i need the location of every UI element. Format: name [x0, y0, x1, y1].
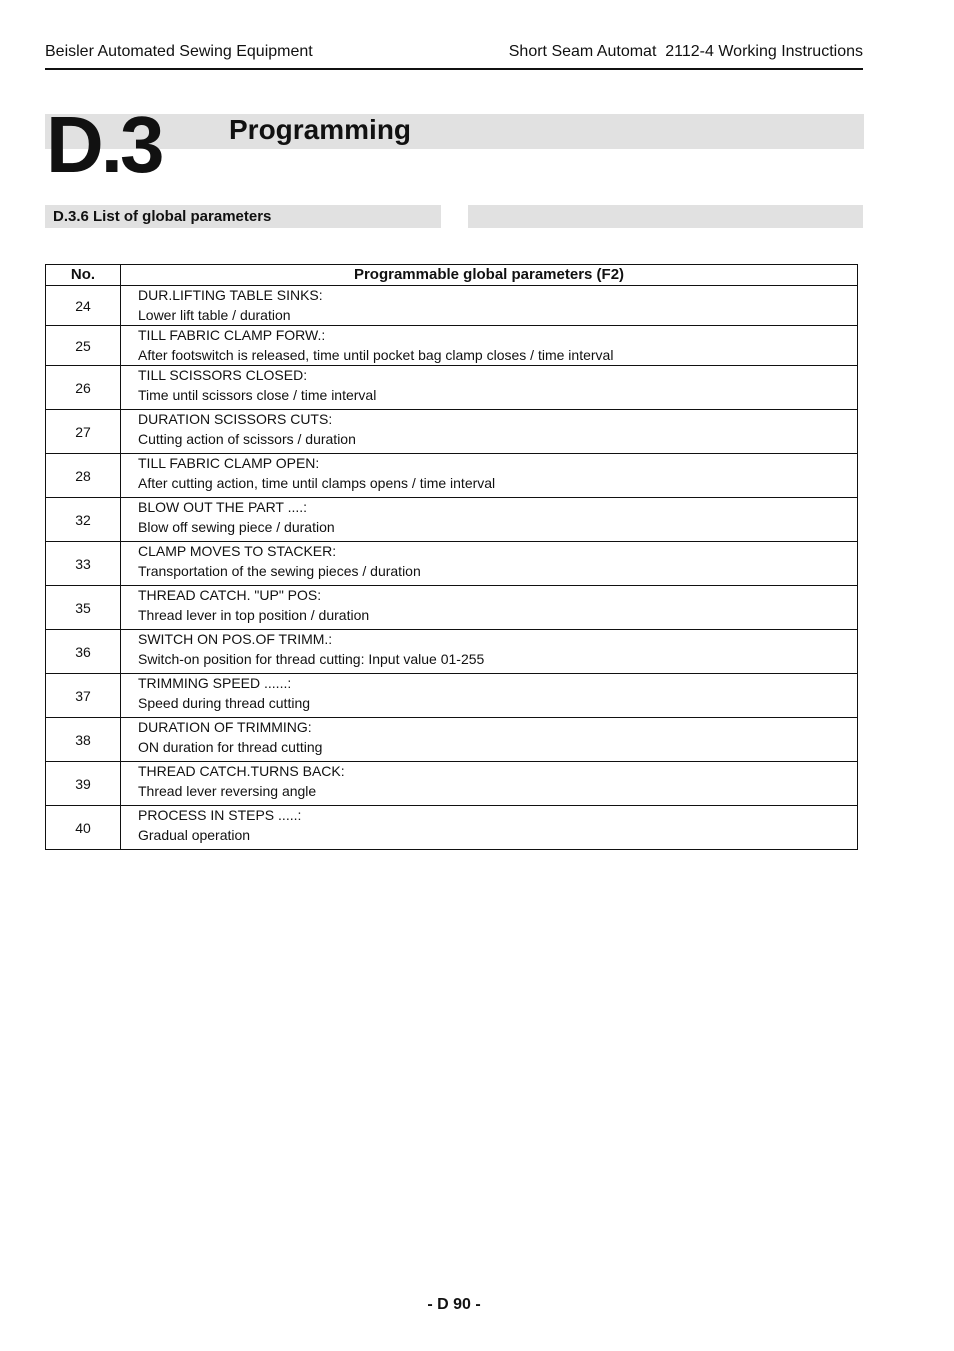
param-number: 25 — [46, 326, 121, 366]
param-number: 27 — [46, 410, 121, 454]
param-number: 28 — [46, 454, 121, 498]
param-description: Gradual operation — [138, 826, 251, 843]
param-number: 33 — [46, 542, 121, 586]
param-cell — [121, 498, 858, 542]
param-name: CLAMP MOVES TO STACKER: — [138, 543, 337, 559]
section-title: D.3.6 List of global parameters — [53, 208, 272, 225]
param-number: 40 — [46, 806, 121, 850]
param-name: TILL FABRIC CLAMP FORW.: — [138, 327, 326, 343]
param-name: TILL FABRIC CLAMP OPEN: — [138, 455, 320, 471]
param-cell — [121, 806, 858, 850]
param-cell — [121, 630, 858, 674]
param-number: 35 — [46, 586, 121, 630]
param-cell — [121, 586, 858, 630]
param-number: 36 — [46, 630, 121, 674]
param-cell — [121, 326, 858, 366]
param-description: Thread lever in top position / duration — [138, 606, 370, 623]
param-name: BLOW OUT THE PART ....: — [138, 499, 308, 515]
header-right-text: Short Seam Automat 2112-4 Working Instructions — [508, 43, 863, 60]
param-name: DURATION SCISSORS CUTS: — [138, 411, 333, 427]
table-row — [46, 630, 858, 674]
chapter-title-band — [45, 114, 864, 149]
param-name: THREAD CATCH. "UP" POS: — [138, 587, 322, 603]
table-row — [46, 762, 858, 806]
param-description: Switch-on position for thread cutting: Input value 01-255 — [138, 650, 485, 667]
header-left-text: Beisler Automated Sewing Equipment — [45, 43, 313, 60]
table-row — [46, 542, 858, 586]
param-cell — [121, 718, 858, 762]
param-name: TILL SCISSORS CLOSED: — [138, 367, 308, 383]
param-name: THREAD CATCH.TURNS BACK: — [138, 763, 345, 779]
param-description: After cutting action, time until clamps opens / time interval — [138, 474, 496, 491]
param-cell — [121, 762, 858, 806]
param-description: ON duration for thread cutting — [138, 738, 323, 755]
table-header-row — [46, 265, 858, 286]
table-row — [46, 366, 858, 410]
param-name: DUR.LIFTING TABLE SINKS: — [138, 287, 323, 303]
global-parameters-table — [45, 264, 858, 850]
table-row — [46, 498, 858, 542]
param-name: DURATION OF TRIMMING: — [138, 719, 312, 735]
param-description: Time until scissors close / time interval — [138, 386, 377, 403]
table-row — [46, 586, 858, 630]
param-cell — [121, 286, 858, 326]
param-number: 39 — [46, 762, 121, 806]
header-divider — [45, 68, 863, 70]
param-description: Thread lever reversing angle — [138, 782, 317, 799]
table-row — [46, 674, 858, 718]
param-cell — [121, 542, 858, 586]
param-number: 24 — [46, 286, 121, 326]
column-header-parameters: Programmable global parameters (F2) — [121, 265, 858, 286]
param-number: 26 — [46, 366, 121, 410]
table-row — [46, 454, 858, 498]
param-description: After footswitch is released, time until pocket bag clamp closes / time interval — [138, 346, 614, 363]
section-band-right — [468, 205, 863, 228]
param-number: 38 — [46, 718, 121, 762]
param-name: TRIMMING SPEED ......: — [138, 675, 292, 691]
param-description: Speed during thread cutting — [138, 694, 311, 711]
param-number: 32 — [46, 498, 121, 542]
param-cell — [121, 454, 858, 498]
table-row — [46, 326, 858, 366]
chapter-title: Programming — [229, 114, 412, 145]
param-description: Blow off sewing piece / duration — [138, 518, 335, 535]
param-description: Transportation of the sewing pieces / duration — [138, 562, 421, 579]
param-cell — [121, 674, 858, 718]
param-description: Cutting action of scissors / duration — [138, 430, 356, 447]
table-row — [46, 286, 858, 326]
param-name: SWITCH ON POS.OF TRIMM.: — [138, 631, 333, 647]
table-row — [46, 806, 858, 850]
param-name: PROCESS IN STEPS .....: — [138, 807, 302, 823]
page-number: - D 90 - — [427, 1296, 481, 1313]
chapter-number: D.3 — [46, 100, 162, 189]
table-row — [46, 410, 858, 454]
param-cell — [121, 366, 858, 410]
param-cell — [121, 410, 858, 454]
param-description: Lower lift table / duration — [138, 306, 291, 323]
param-number: 37 — [46, 674, 121, 718]
table-row — [46, 718, 858, 762]
column-header-no: No. — [46, 265, 121, 286]
